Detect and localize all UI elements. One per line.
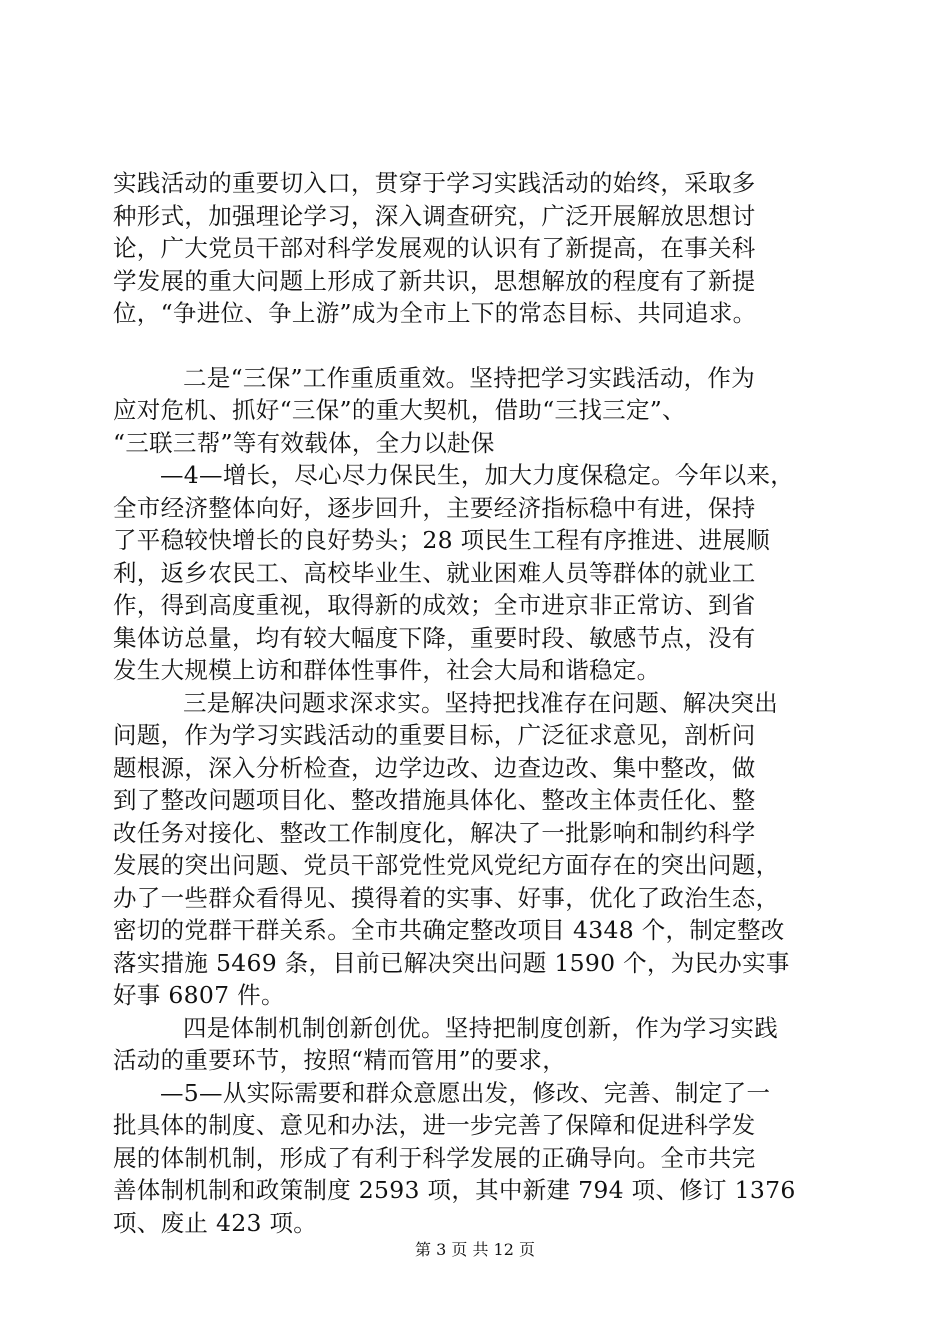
paragraph-sanbao [113,362,849,460]
paragraph-institution [113,1012,849,1077]
text-line: 善体制机制和政策制度 2593 项，其中新建 794 项、修订 1376 [113,1176,796,1204]
text-line: —5—从实际需要和群众意愿出发，修改、完善、制定了一 [160,1078,771,1107]
text-line: 应对危机、抓好“三保”的重大契机，借助“三找三定”、 [113,396,686,424]
text-line: “三联三帮”等有效载体，全力以赴保 [113,428,495,457]
paragraph-continuation [113,167,849,330]
text-line: 好事 6807 件。 [113,981,285,1009]
document-body [113,167,849,1239]
page-number-footer: 第 3 页 共 12 页 [415,1240,535,1259]
text-line: 改任务对接化、整改工作制度化，解决了一批影响和制约科学 [113,818,756,847]
text-line: 利，返乡农民工、高校毕业生、就业困难人员等群体的就业工 [113,558,756,587]
text-line: 三是解决问题求深求实。坚持把找准存在问题、解决突出 [183,688,778,717]
text-line: 全市经济整体向好，逐步回升，主要经济指标稳中有进，保持 [113,493,756,522]
text-line: 到了整改问题项目化、整改措施具体化、整改主体责任化、整 [113,786,756,814]
text-line: 论，广大党员干部对科学发展观的认识有了新提高，在事关科 [113,234,756,262]
text-line: 办了一些群众看得见、摸得着的实事、好事，优化了政治生态， [113,883,780,912]
text-line: 二是“三保”工作重质重效。坚持把学习实践活动，作为 [183,363,756,392]
text-line: 发生大规模上访和群体性事件，社会大局和谐稳定。 [113,656,661,684]
text-line: 展的体制机制，形成了有利于科学发展的正确导向。全市共完 [113,1143,756,1172]
paragraph-reform [113,1077,849,1240]
text-line: —4—增长，尽心尽力保民生，加大力度保稳定。今年以来， [160,461,795,489]
text-line: 问题，作为学习实践活动的重要目标，广泛征求意见，剖析问 [113,721,756,749]
paragraph-gap [113,330,849,362]
paragraph-problem-solving [113,687,849,1012]
paragraph-growth [113,459,849,687]
text-line: 集体访总量，均有较大幅度下降，重要时段、敏感节点，没有 [113,623,756,652]
text-line: 作，得到高度重视，取得新的成效；全市进京非正常访、到省 [113,591,756,619]
text-line: 题根源，深入分析检查，边学边改、边查边改、集中整改，做 [113,753,756,782]
text-line: 位，“争进位、争上游”成为全市上下的常态目标、共同追求。 [113,299,757,327]
text-line: 学发展的重大问题上形成了新共识，思想解放的程度有了新提 [113,266,756,295]
text-line: 密切的党群干群关系。全市共确定整改项目 4348 个，制定整改 [113,916,785,944]
text-line: 了平稳较快增长的良好势头；28 项民生工程有序推进、进展顺 [113,526,771,554]
text-line: 种形式，加强理论学习，深入调查研究，广泛开展解放思想讨 [113,201,756,230]
text-line: 项、废止 423 项。 [113,1208,318,1237]
text-line: 活动的重要环节，按照“精而管用”的要求， [113,1046,567,1074]
text-line: 落实措施 5469 条，目前已解决突出问题 1590 个，为民办实事 [113,948,790,977]
text-line: 实践活动的重要切入口，贯穿于学习实践活动的始终，采取多 [113,169,756,197]
text-line: 批具体的制度、意见和办法，进一步完善了保障和促进科学发 [113,1111,756,1139]
text-line: 发展的突出问题、党员干部党性党风党纪方面存在的突出问题， [113,851,780,879]
text-line: 四是体制机制创新创优。坚持把制度创新，作为学习实践 [183,1013,778,1042]
